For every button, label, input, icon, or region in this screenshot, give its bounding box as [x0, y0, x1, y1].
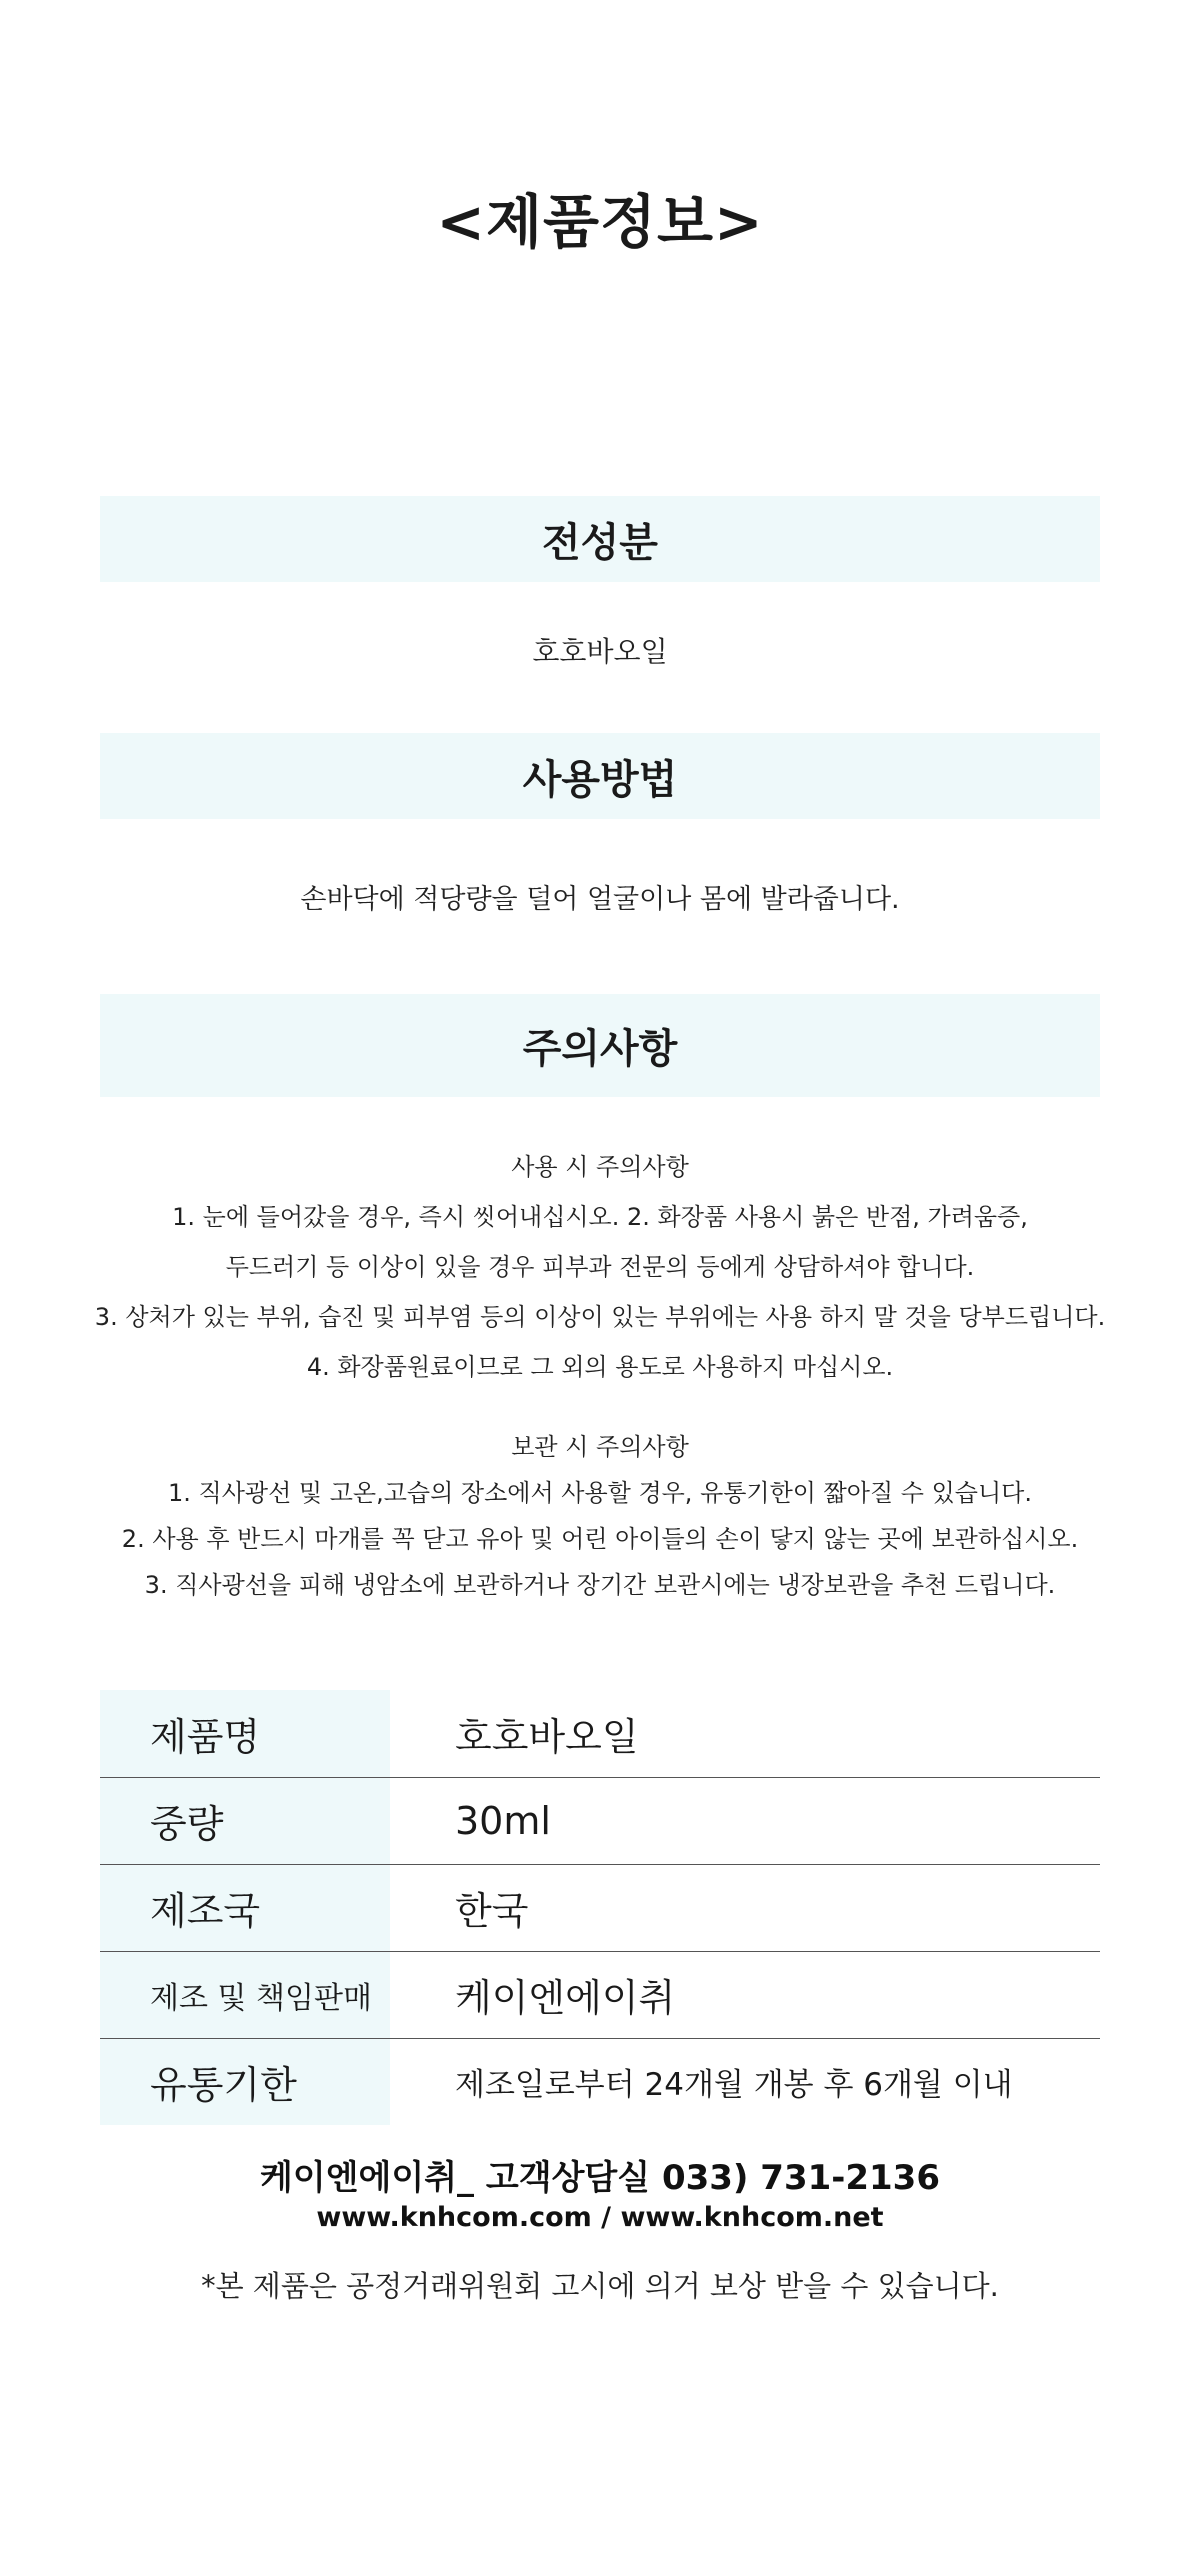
use-caution-title: 사용 시 주의사항 [511, 1153, 689, 1181]
compensation-notice: *본 제품은 공정거래위원회 고시에 의거 보상 받을 수 있습니다. [201, 2269, 999, 2303]
table-row [100, 2038, 1100, 2125]
row-label: 제품명 [100, 1690, 390, 1777]
storage-caution-line: 2. 사용 후 반드시 마개를 꼭 닫고 유아 및 어린 아이들의 손이 닿지 않는 곳에 보관하십시오. [121, 1525, 1079, 1553]
row-value: 30ml [390, 1777, 1100, 1864]
ingredients-header [100, 496, 1100, 582]
storage-caution-line: 1. 직사광선 및 고온,고습의 장소에서 사용할 경우, 유통기한이 짧아질 수 있습니다. [168, 1479, 1032, 1507]
ingredients-heading: 전성분 [542, 519, 658, 566]
table-row [100, 1777, 1100, 1864]
ingredients-text: 호호바오일 [532, 635, 668, 668]
row-label: 중량 [100, 1777, 390, 1864]
use-caution-line: 두드러기 등 이상이 있을 경우 피부과 전문의 등에게 상담하셔야 합니다. [225, 1253, 975, 1281]
table-row [100, 1951, 1100, 2038]
table-row [100, 1690, 1100, 1777]
row-value: 케이엔에이취 [390, 1951, 1100, 2038]
usage-heading: 사용방법 [522, 756, 678, 803]
page-title: <제품정보> [436, 188, 764, 256]
usage-header [100, 733, 1100, 819]
use-caution-line: 4. 화장품원료이므로 그 외의 용도로 사용하지 마십시오. [306, 1353, 894, 1381]
storage-caution-title: 보관 시 주의사항 [511, 1433, 689, 1461]
storage-caution-section [60, 1424, 1140, 1608]
usage-text: 손바닥에 적당량을 덜어 얼굴이나 몸에 발라줍니다. [300, 884, 900, 915]
website-links: www.knhcom.com / www.knhcom.net [316, 2202, 884, 2233]
use-caution-line: 1. 눈에 들어갔을 경우, 즉시 씻어내십시오. 2. 화장품 사용시 붉은 반점, 가려움증, [172, 1203, 1028, 1231]
row-value: 제조일로부터 24개월 개봉 후 6개월 이내 [455, 2067, 1013, 2104]
customer-center-contact: 케이엔에이취_ 고객상담실 033) 731-2136 [259, 2158, 941, 2198]
caution-header [100, 994, 1100, 1097]
row-label: 제조국 [100, 1864, 390, 1951]
row-value: 호호바오일 [390, 1690, 1100, 1777]
storage-caution-line: 3. 직사광선을 피해 냉암소에 보관하거나 장기간 보관시에는 냉장보관을 추천 드립니다. [144, 1571, 1056, 1599]
row-value: 한국 [390, 1864, 1100, 1951]
caution-heading: 주의사항 [522, 1026, 678, 1072]
table-row [100, 1864, 1100, 1951]
product-info-table [100, 1690, 1100, 2125]
row-label: 유통기한 [100, 2038, 390, 2125]
row-label: 제조 및 책임판매 [100, 1951, 390, 2038]
use-caution-section [60, 1142, 1140, 1392]
use-caution-line: 3. 상처가 있는 부위, 습진 및 피부염 등의 이상이 있는 부위에는 사용 하지 말 것을 당부드립니다. [94, 1303, 1106, 1331]
